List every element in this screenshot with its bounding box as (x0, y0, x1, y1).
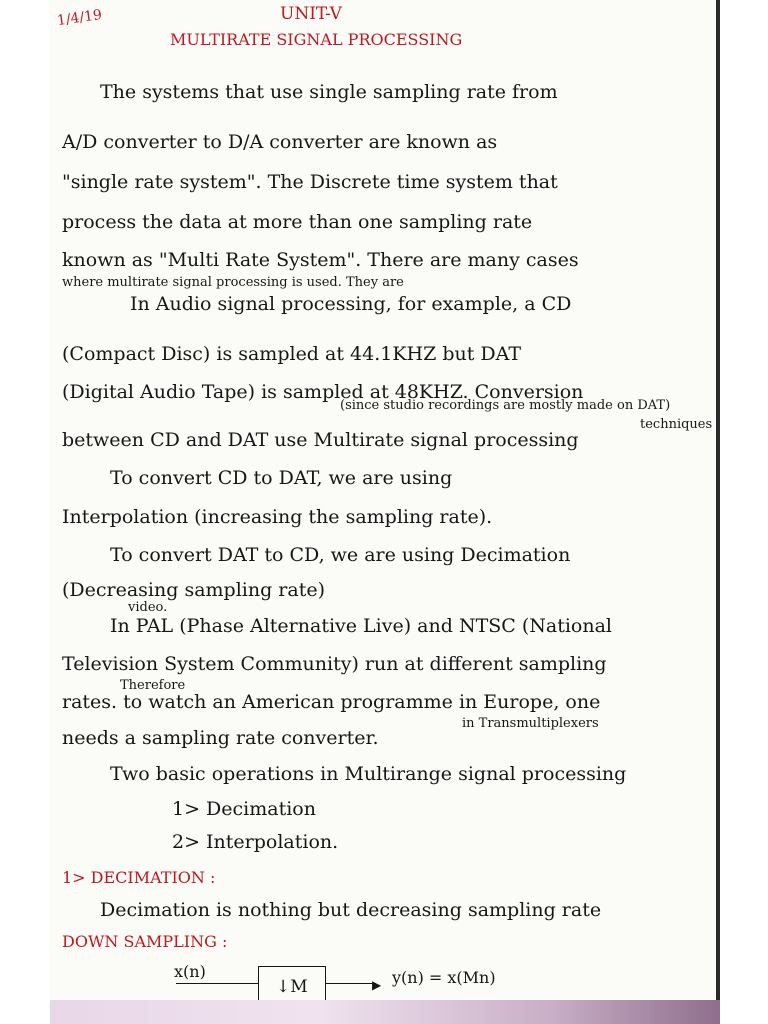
video-note: video. (128, 600, 168, 615)
decimation-heading: 1> DECIMATION : (62, 868, 216, 887)
ops-line-1: Two basic operations in Multirange signal processing (110, 763, 627, 785)
page-title: MULTIRATE SIGNAL PROCESSING (170, 30, 463, 49)
ops-item-1: 1> Decimation (172, 798, 316, 820)
output-signal-line (326, 983, 376, 984)
intro-line-5: known as "Multi Rate System". There are many cases (62, 249, 579, 271)
page-right-edge (716, 0, 720, 1024)
decimation-text: Decimation is nothing but decreasing sampling rate (100, 899, 602, 921)
decim-line-1: To convert DAT to CD, we are using Decimation (110, 544, 571, 566)
audio-line-2: (Compact Disc) is sampled at 44.1KHZ but DAT (62, 343, 521, 365)
unit-label: UNIT-V (280, 4, 342, 24)
video-line-1: In PAL (Phase Alternative Live) and NTSC (National (110, 615, 612, 637)
audio-line-note: (since studio recordings are mostly made on DAT) (340, 398, 671, 413)
intro-line-3: "single rate system". The Discrete time system that (62, 171, 558, 193)
audio-line-5: techniques (640, 417, 713, 432)
video-transmux: in Transmultiplexers (462, 716, 599, 731)
page-date: 1/4/19 (56, 6, 103, 30)
downsampler-symbol: ↓M (276, 977, 308, 997)
audio-line-1: In Audio signal processing, for example, a CD (130, 293, 572, 315)
video-line-2: Television System Community) run at different sampling (62, 653, 607, 675)
page-bottom-edge (50, 1000, 720, 1024)
intro-line-2: A/D converter to D/A converter are known as (62, 131, 498, 153)
intro-line-4: process the data at more than one sampling rate (62, 211, 533, 233)
diagram-input-label: x(n) (174, 962, 206, 981)
video-line-4: needs a sampling rate converter. (62, 727, 379, 749)
page-left-margin (0, 0, 50, 1024)
audio-line-4: between CD and DAT use Multirate signal processing (62, 429, 579, 451)
interp-line-2: Interpolation (increasing the sampling rate). (62, 506, 493, 528)
decim-line-2: (Decreasing sampling rate) (62, 579, 326, 601)
output-arrowhead-icon: ▶ (372, 978, 382, 992)
audio-line-3: (Digital Audio Tape) is sampled at 48KHZ. Conversion (62, 381, 584, 403)
diagram-output-label: y(n) = x(Mn) (392, 968, 496, 987)
video-therefore: Therefore (120, 678, 186, 693)
downsampling-heading: DOWN SAMPLING : (62, 932, 228, 951)
input-signal-line (176, 983, 258, 984)
interp-line-1: To convert CD to DAT, we are using (110, 467, 453, 489)
intro-line-1: The systems that use single sampling rate from (100, 81, 558, 103)
intro-line-6: where multirate signal processing is used. They are (62, 275, 404, 290)
ops-item-2: 2> Interpolation. (172, 831, 339, 853)
video-line-3: rates. to watch an American programme in Europe, one (62, 691, 601, 713)
